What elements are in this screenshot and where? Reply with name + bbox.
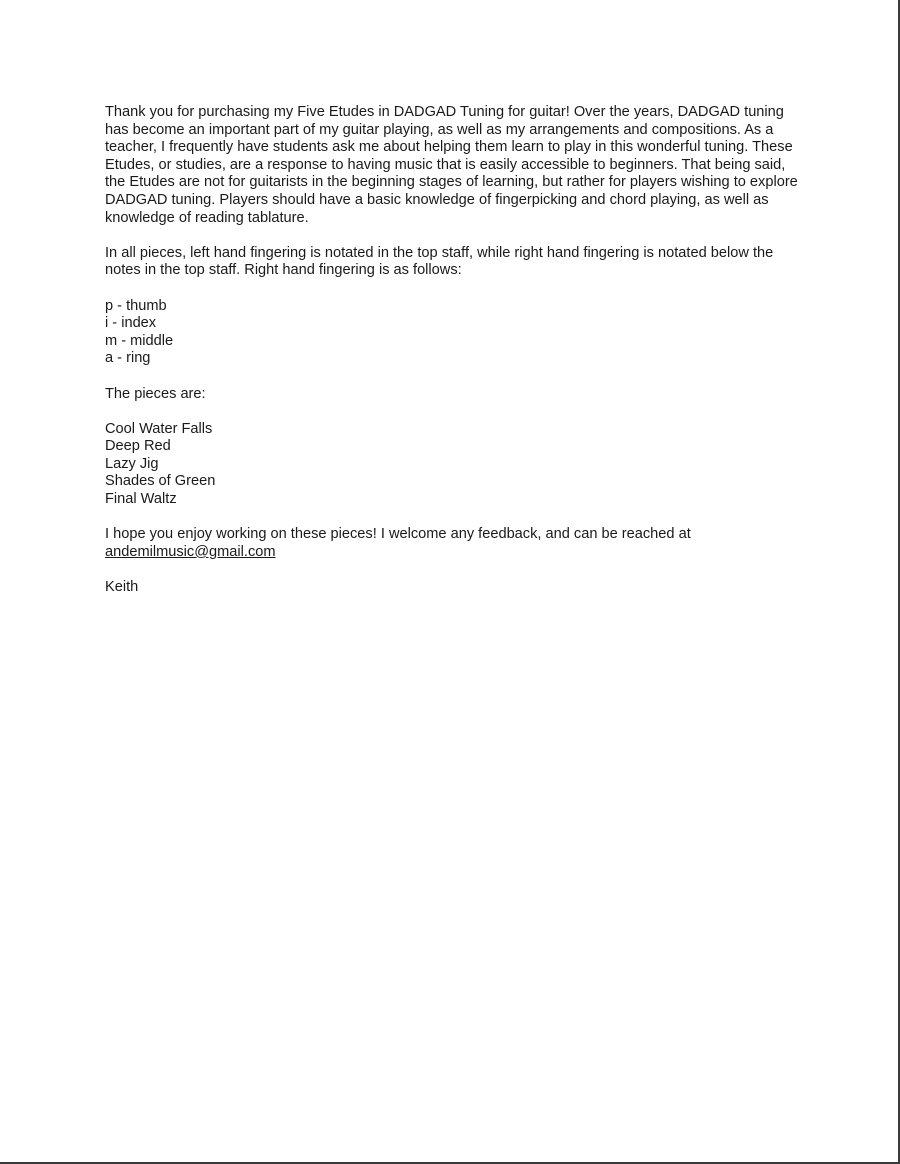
pieces-list bbox=[105, 421, 805, 509]
closing-block bbox=[105, 526, 805, 561]
fingering-item-thumb: p - thumb bbox=[105, 297, 167, 314]
signature: Keith bbox=[105, 579, 139, 596]
closing-paragraph: I hope you enjoy working on these pieces! I welcome any feedback, and can be reached at bbox=[105, 526, 691, 543]
piece-item-shades-of-green: Shades of Green bbox=[105, 473, 216, 490]
pieces-heading: The pieces are: bbox=[105, 385, 206, 402]
letter-body bbox=[105, 104, 805, 614]
fingering-list bbox=[105, 298, 805, 368]
email-link[interactable]: andemilmusic@gmail.com bbox=[105, 543, 276, 560]
piece-item-lazy-jig: Lazy Jig bbox=[105, 455, 159, 472]
piece-item-deep-red: Deep Red bbox=[105, 438, 171, 455]
fingering-item-index: i - index bbox=[105, 315, 157, 332]
intro-paragraph: Thank you for purchasing my Five Etudes in DADGAD Tuning for guitar! Over the years, DADGAD tuning has become an important part of my guitar playing, as well as my arrangements and compositions. As a teacher, I frequently have students ask me about helping them learn to play in this wonderful tuning. These Etudes, or studies, are a response to having music that is easily accessible to beginners. That being said, the Etudes are not for guitarists in the beginning stages of learning, but rather for players wishing to explore DADGAD tuning. Players should have a basic knowledge of fingerpicking and chord playing, as well as knowledge of reading tablature. bbox=[105, 104, 798, 226]
fingering-item-ring: a - ring bbox=[105, 350, 151, 367]
piece-item-final-waltz: Final Waltz bbox=[105, 491, 177, 508]
fingering-item-middle: m - middle bbox=[105, 332, 174, 349]
fingering-paragraph: In all pieces, left hand fingering is notated in the top staff, while right hand fingering is notated below the notes in the top staff. Right hand fingering is as follows: bbox=[105, 244, 774, 279]
piece-item-cool-water-falls: Cool Water Falls bbox=[105, 420, 213, 437]
